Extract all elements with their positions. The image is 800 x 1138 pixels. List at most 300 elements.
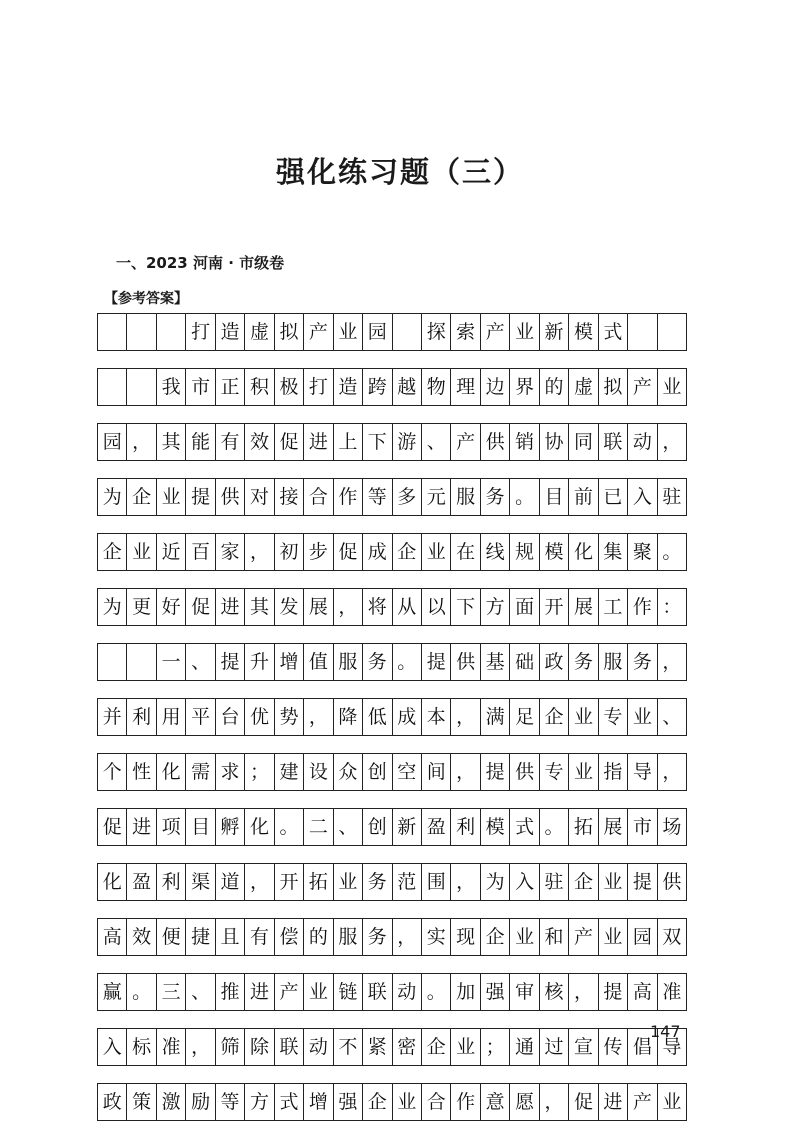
grid-cell: 本 [422,699,451,735]
grid-cell: 势 [275,699,304,735]
grid-cell: 实 [422,919,451,955]
grid-cell: 边 [481,369,510,405]
grid-cell: 业 [304,974,333,1010]
grid-row [97,753,687,791]
grid-cell: 务 [363,864,392,900]
grid-cell: 础 [510,644,539,680]
grid-cell: 并 [98,699,127,735]
grid-cell: 、 [334,809,363,845]
grid-cell: 从 [393,589,422,625]
grid-cell: 开 [275,864,304,900]
grid-cell: 业 [422,534,451,570]
grid-cell: 。 [393,644,422,680]
grid-cell: 宣 [569,1029,598,1065]
grid-cell: 捷 [186,919,215,955]
grid-cell: 产 [569,919,598,955]
grid-cell: 。 [275,809,304,845]
page-title: 强化练习题（三） [275,155,524,189]
grid-cell: 紧 [363,1029,392,1065]
grid-cell: 业 [127,534,156,570]
grid-cell: 式 [510,809,539,845]
grid-cell: 基 [481,644,510,680]
grid-row [97,918,687,956]
grid-cell: 提 [481,754,510,790]
grid-cell: ： [662,595,682,618]
grid-cell: 且 [216,919,245,955]
answer-label: 【参考答案】 [104,291,188,307]
grid-cell: 为 [98,589,127,625]
grid-cell: 物 [422,369,451,405]
grid-cell [393,314,422,350]
grid-cell: 在 [451,534,480,570]
grid-cell: 提 [216,644,245,680]
grid-cell: 产 [451,424,480,460]
grid-cell: 家 [216,534,245,570]
grid-cell: 进 [216,589,245,625]
grid-cell: 供 [481,424,510,460]
grid-cell: 入 [628,479,657,515]
grid-cell: 倡 [628,1029,657,1065]
grid-cell: 驻 [662,485,682,508]
grid-cell: 除 [245,1029,274,1065]
grid-cell: 、 [186,644,215,680]
grid-cell: 入 [98,1029,127,1065]
grid-cell: 有 [216,424,245,460]
grid-cell: 化 [157,754,186,790]
grid-cell: 台 [216,699,245,735]
grid-cell: 展 [569,589,598,625]
grid-cell: 业 [334,314,363,350]
grid-cell: 工 [599,589,628,625]
grid-cell: 产 [628,369,657,405]
grid-cell: 成 [393,699,422,735]
grid-cell: 务 [628,644,657,680]
grid-cell: ， [245,534,274,570]
grid-cell: ， [304,699,333,735]
grid-cell: 值 [304,644,333,680]
grid-cell: 进 [304,424,333,460]
grid-cell: 下 [363,424,392,460]
grid-cell: 市 [186,369,215,405]
grid-cell: 作 [451,1084,480,1120]
grid-cell: 服 [334,644,363,680]
grid-cell: ， [569,974,598,1010]
grid-cell: ， [662,430,682,453]
grid-row [97,973,687,1011]
grid-cell: 的 [304,919,333,955]
grid-cell: 界 [510,369,539,405]
grid-cell: 促 [334,534,363,570]
grid-cell: 业 [510,314,539,350]
grid-cell: 方 [245,1084,274,1120]
grid-cell: 服 [451,479,480,515]
grid-row [97,478,687,516]
grid-cell: 供 [451,644,480,680]
grid-cell: 准 [662,980,682,1003]
grid-cell: 等 [216,1084,245,1120]
grid-cell: 渠 [186,864,215,900]
grid-cell: 进 [127,809,156,845]
grid-cell: 企 [540,699,569,735]
grid-cell: 高 [628,974,657,1010]
grid-cell: 间 [422,754,451,790]
grid-cell: ， [451,864,480,900]
grid-cell: 其 [245,589,274,625]
grid-cell: 进 [245,974,274,1010]
grid-cell: 企 [422,1029,451,1065]
grid-cell: 线 [481,534,510,570]
grid-cell: 。 [662,540,682,563]
grid-cell: 造 [334,369,363,405]
grid-cell: 通 [510,1029,539,1065]
grid-cell: 现 [451,919,480,955]
grid-cell: 政 [98,1084,127,1120]
grid-cell: 产 [304,314,333,350]
grid-cell: 、 [422,424,451,460]
grid-cell: 展 [304,589,333,625]
grid-cell: 极 [275,369,304,405]
grid-cell: 理 [451,369,480,405]
grid-cell: 业 [510,919,539,955]
grid-cell: 准 [157,1029,186,1065]
grid-cell: 拟 [275,314,304,350]
grid-cell: ； [481,1029,510,1065]
grid-cell: 过 [540,1029,569,1065]
grid-cell: 业 [569,699,598,735]
grid-cell: 联 [599,424,628,460]
grid-cell: 优 [245,699,274,735]
grid-cell: 积 [245,369,274,405]
page-number: 147 [650,1022,681,1041]
grid-cell: 化 [245,809,274,845]
grid-cell: 不 [334,1029,363,1065]
grid-cell: 合 [422,1084,451,1120]
grid-cell: 模 [540,534,569,570]
grid-cell: 目 [540,479,569,515]
grid-cell: 务 [363,919,392,955]
grid-cell: 专 [540,754,569,790]
grid-row [97,698,687,736]
grid-cell: 初 [275,534,304,570]
grid-cell: 便 [157,919,186,955]
grid-cell: 联 [363,974,392,1010]
grid-cell: 将 [363,589,392,625]
grid-cell: 有 [245,919,274,955]
grid-cell: 模 [481,809,510,845]
grid-cell: 的 [540,369,569,405]
grid-cell: 等 [363,479,392,515]
grid-cell: 成 [363,534,392,570]
grid-cell: 增 [304,1084,333,1120]
grid-cell: ， [451,754,480,790]
grid-cell: 业 [393,1084,422,1120]
grid-cell: 双 [662,925,682,948]
grid-cell: 供 [216,479,245,515]
grid-cell: 赢 [98,974,127,1010]
grid-cell: ， [451,699,480,735]
grid-cell: 为 [481,864,510,900]
grid-cell: 三 [157,974,186,1010]
grid-cell: 面 [510,589,539,625]
grid-cell: ， [186,1029,215,1065]
grid-cell: 偿 [275,919,304,955]
grid-cell: 企 [363,1084,392,1120]
grid-cell: 动 [393,974,422,1010]
grid-cell: 越 [393,369,422,405]
grid-cell: 、 [186,974,215,1010]
grid-cell: 新 [393,809,422,845]
grid-cell: 标 [127,1029,156,1065]
grid-row [97,533,687,571]
grid-cell: 步 [304,534,333,570]
grid-cell: ， [540,1084,569,1120]
grid-cell: 业 [451,1029,480,1065]
grid-cell: ， [127,424,156,460]
grid-cell: 促 [569,1084,598,1120]
grid-cell: 多 [393,479,422,515]
grid-cell: ， [245,864,274,900]
grid-cell: 盈 [127,864,156,900]
grid-cell: 核 [540,974,569,1010]
grid-cell: 供 [662,870,682,893]
grid-cell: 目 [186,809,215,845]
grid-cell: 对 [245,479,274,515]
grid-cell: 开 [540,589,569,625]
grid-cell: 化 [98,864,127,900]
grid-cell [98,314,127,350]
grid-cell: 服 [334,919,363,955]
grid-cell: 业 [157,479,186,515]
grid-cell: 企 [393,534,422,570]
grid-cell: 动 [628,424,657,460]
grid-cell: 我 [157,369,186,405]
grid-cell: 励 [186,1084,215,1120]
grid-cell: 、 [662,705,682,728]
grid-cell: 链 [334,974,363,1010]
grid-cell: 化 [569,534,598,570]
grid-cell: 作 [628,589,657,625]
grid-cell: 业 [599,919,628,955]
grid-cell: 高 [98,919,127,955]
grid-row [97,1083,687,1121]
grid-cell: 利 [127,699,156,735]
grid-cell: 。 [127,974,156,1010]
grid-cell: 聚 [628,534,657,570]
grid-cell: 和 [540,919,569,955]
grid-cell: 降 [334,699,363,735]
grid-cell: 强 [481,974,510,1010]
grid-cell: 政 [540,644,569,680]
grid-cell: 作 [334,479,363,515]
grid-cell: ， [662,760,682,783]
grid-cell: 指 [599,754,628,790]
grid-cell: 模 [569,314,598,350]
grid-cell: 众 [334,754,363,790]
grid-cell: 更 [127,589,156,625]
grid-cell: 传 [599,1029,628,1065]
grid-cell: 提 [422,644,451,680]
grid-cell: 好 [157,589,186,625]
grid-cell: 销 [510,424,539,460]
grid-cell: 创 [363,809,392,845]
grid-cell: 求 [216,754,245,790]
grid-cell: 。 [510,479,539,515]
grid-cell: 虚 [569,369,598,405]
grid-cell: 正 [216,369,245,405]
grid-cell: 游 [393,424,422,460]
grid-cell: 业 [334,864,363,900]
grid-cell: 企 [127,479,156,515]
grid-cell: 园 [363,314,392,350]
grid-cell: 业 [662,1090,682,1113]
grid-cell: 新 [540,314,569,350]
grid-cell: 联 [275,1029,304,1065]
grid-cell: 打 [186,314,215,350]
grid-cell: 策 [127,1084,156,1120]
grid-cell: 利 [451,809,480,845]
grid-cell: 务 [481,479,510,515]
grid-cell: 。 [422,974,451,1010]
grid-row [97,368,687,406]
grid-cell: 项 [157,809,186,845]
grid-cell: 上 [334,424,363,460]
grid-cell: 孵 [216,809,245,845]
grid-cell: 效 [245,424,274,460]
grid-cell: 下 [451,589,480,625]
grid-cell [127,369,156,405]
grid-cell: 专 [599,699,628,735]
grid-cell: 提 [599,974,628,1010]
grid-cell: 加 [451,974,480,1010]
grid-cell: 跨 [363,369,392,405]
grid-cell: 拟 [599,369,628,405]
grid-cell: 业 [599,864,628,900]
grid-cell [127,644,156,680]
grid-row [97,313,687,351]
grid-cell: 空 [393,754,422,790]
grid-cell: 激 [157,1084,186,1120]
grid-cell: 用 [157,699,186,735]
section-heading: 一、2023 河南 · 市级卷 [116,254,285,272]
grid-cell: 密 [393,1029,422,1065]
grid-cell: 虚 [245,314,274,350]
answer-grid [97,313,687,1138]
grid-cell: 导 [662,1035,682,1058]
grid-cell: 平 [186,699,215,735]
grid-cell: 效 [127,919,156,955]
grid-row [97,423,687,461]
grid-cell: 业 [628,699,657,735]
grid-cell: 集 [599,534,628,570]
grid-row [97,588,687,626]
grid-cell: 产 [628,1084,657,1120]
grid-cell [628,314,657,350]
grid-cell: 需 [186,754,215,790]
grid-cell: 打 [304,369,333,405]
grid-cell: 拓 [569,809,598,845]
grid-cell: 创 [363,754,392,790]
grid-cell: 低 [363,699,392,735]
grid-cell: 企 [98,534,127,570]
grid-cell: 以 [422,589,451,625]
grid-cell: 道 [216,864,245,900]
grid-cell: 推 [216,974,245,1010]
grid-cell [658,314,686,350]
grid-cell: 范 [393,864,422,900]
grid-cell: 驻 [540,864,569,900]
grid-cell: 接 [275,479,304,515]
grid-cell: 务 [569,644,598,680]
grid-cell: 式 [599,314,628,350]
grid-cell: 探 [422,314,451,350]
grid-cell: 供 [510,754,539,790]
grid-cell [98,644,127,680]
grid-cell: 为 [98,479,127,515]
grid-cell: 展 [599,809,628,845]
grid-cell: 提 [628,864,657,900]
grid-cell: 园 [98,424,127,460]
grid-cell: 围 [422,864,451,900]
grid-cell: 能 [186,424,215,460]
grid-row [97,863,687,901]
grid-cell: 。 [540,809,569,845]
grid-cell: 发 [275,589,304,625]
grid-cell: 企 [569,864,598,900]
grid-cell: 式 [275,1084,304,1120]
grid-cell: 提 [186,479,215,515]
grid-cell: 盈 [422,809,451,845]
grid-cell: 愿 [510,1084,539,1120]
grid-cell: 产 [275,974,304,1010]
grid-row [97,808,687,846]
grid-cell: 规 [510,534,539,570]
grid-cell: 元 [422,479,451,515]
grid-cell: 业 [662,375,682,398]
grid-cell: 方 [481,589,510,625]
grid-cell: 强 [334,1084,363,1120]
grid-cell: 其 [157,424,186,460]
grid-cell: 动 [304,1029,333,1065]
grid-row [97,643,687,681]
grid-cell: 利 [157,864,186,900]
grid-cell [157,314,186,350]
grid-cell: 产 [481,314,510,350]
grid-cell: 导 [628,754,657,790]
grid-cell: ， [334,589,363,625]
grid-cell: 审 [510,974,539,1010]
grid-cell: 设 [304,754,333,790]
grid-cell: 性 [127,754,156,790]
grid-cell: 同 [569,424,598,460]
grid-cell: 一 [157,644,186,680]
grid-cell: 满 [481,699,510,735]
grid-cell: 市 [628,809,657,845]
grid-cell: 园 [628,919,657,955]
grid-cell: 增 [275,644,304,680]
grid-cell: 促 [98,809,127,845]
grid-cell: 服 [599,644,628,680]
grid-cell: 入 [510,864,539,900]
grid-cell: 个 [98,754,127,790]
grid-cell: 筛 [216,1029,245,1065]
grid-cell: 升 [245,644,274,680]
grid-cell: 协 [540,424,569,460]
grid-cell: 近 [157,534,186,570]
grid-cell: 索 [451,314,480,350]
grid-cell: 建 [275,754,304,790]
grid-cell: ， [662,650,682,673]
grid-cell: 场 [662,815,682,838]
